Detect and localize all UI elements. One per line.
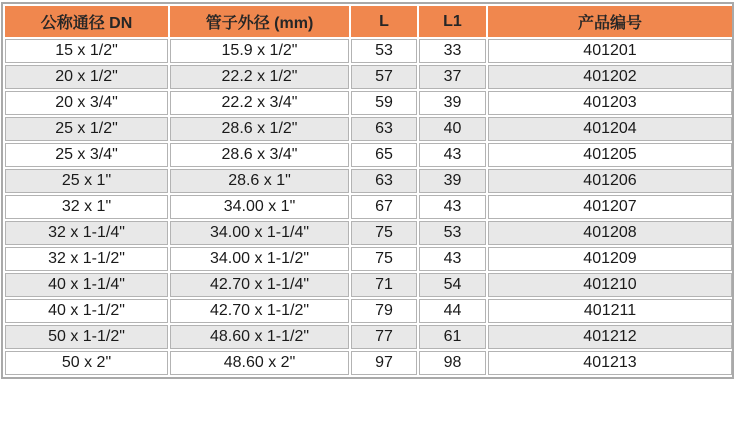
table-row bbox=[5, 65, 732, 89]
cell-outer-diameter: 42.70 x 1-1/4" bbox=[170, 273, 349, 297]
product-spec-table bbox=[3, 4, 734, 377]
cell-product-code: 401203 bbox=[488, 91, 732, 115]
cell-outer-diameter: 22.2 x 1/2" bbox=[170, 65, 349, 89]
cell-l: 63 bbox=[351, 169, 417, 193]
cell-product-code: 401209 bbox=[488, 247, 732, 271]
cell-outer-diameter: 28.6 x 3/4" bbox=[170, 143, 349, 167]
cell-product-code: 401213 bbox=[488, 351, 732, 375]
cell-l1: 61 bbox=[419, 325, 486, 349]
cell-l1: 98 bbox=[419, 351, 486, 375]
table-row bbox=[5, 117, 732, 141]
cell-dn: 40 x 1-1/2" bbox=[5, 299, 168, 323]
cell-outer-diameter: 28.6 x 1/2" bbox=[170, 117, 349, 141]
cell-product-code: 401206 bbox=[488, 169, 732, 193]
table-row bbox=[5, 91, 732, 115]
cell-l: 71 bbox=[351, 273, 417, 297]
cell-product-code: 401204 bbox=[488, 117, 732, 141]
cell-l1: 54 bbox=[419, 273, 486, 297]
table-row bbox=[5, 351, 732, 375]
cell-l: 57 bbox=[351, 65, 417, 89]
col-header-dn: 公称通径 DN bbox=[5, 6, 168, 37]
col-header-outer-diameter: 管子外径 (mm) bbox=[170, 6, 349, 37]
cell-l1: 43 bbox=[419, 247, 486, 271]
cell-dn: 40 x 1-1/4" bbox=[5, 273, 168, 297]
col-header-product-code: 产品编号 bbox=[488, 6, 732, 37]
cell-product-code: 401212 bbox=[488, 325, 732, 349]
cell-dn: 15 x 1/2" bbox=[5, 39, 168, 63]
cell-dn: 20 x 3/4" bbox=[5, 91, 168, 115]
cell-l: 79 bbox=[351, 299, 417, 323]
cell-outer-diameter: 15.9 x 1/2" bbox=[170, 39, 349, 63]
cell-outer-diameter: 48.60 x 1-1/2" bbox=[170, 325, 349, 349]
cell-outer-diameter: 22.2 x 3/4" bbox=[170, 91, 349, 115]
cell-l1: 39 bbox=[419, 169, 486, 193]
cell-dn: 32 x 1-1/2" bbox=[5, 247, 168, 271]
cell-product-code: 401207 bbox=[488, 195, 732, 219]
cell-dn: 50 x 2" bbox=[5, 351, 168, 375]
cell-l1: 33 bbox=[419, 39, 486, 63]
cell-outer-diameter: 34.00 x 1-1/2" bbox=[170, 247, 349, 271]
cell-outer-diameter: 42.70 x 1-1/2" bbox=[170, 299, 349, 323]
cell-dn: 20 x 1/2" bbox=[5, 65, 168, 89]
cell-product-code: 401202 bbox=[488, 65, 732, 89]
table-row bbox=[5, 325, 732, 349]
table-row bbox=[5, 39, 732, 63]
cell-l: 59 bbox=[351, 91, 417, 115]
product-spec-table-container bbox=[1, 2, 734, 379]
cell-l1: 44 bbox=[419, 299, 486, 323]
header-row bbox=[5, 6, 732, 37]
table-row bbox=[5, 299, 732, 323]
cell-outer-diameter: 34.00 x 1" bbox=[170, 195, 349, 219]
table-row bbox=[5, 169, 732, 193]
cell-l1: 39 bbox=[419, 91, 486, 115]
cell-l: 65 bbox=[351, 143, 417, 167]
cell-dn: 50 x 1-1/2" bbox=[5, 325, 168, 349]
table-row bbox=[5, 143, 732, 167]
cell-product-code: 401211 bbox=[488, 299, 732, 323]
table-row bbox=[5, 221, 732, 245]
table-row bbox=[5, 195, 732, 219]
cell-l: 97 bbox=[351, 351, 417, 375]
cell-outer-diameter: 48.60 x 2" bbox=[170, 351, 349, 375]
col-header-l1: L1 bbox=[419, 6, 486, 37]
cell-dn: 32 x 1" bbox=[5, 195, 168, 219]
cell-dn: 32 x 1-1/4" bbox=[5, 221, 168, 245]
cell-l1: 43 bbox=[419, 195, 486, 219]
table-row bbox=[5, 273, 732, 297]
cell-outer-diameter: 28.6 x 1" bbox=[170, 169, 349, 193]
cell-product-code: 401205 bbox=[488, 143, 732, 167]
cell-l: 53 bbox=[351, 39, 417, 63]
cell-l: 67 bbox=[351, 195, 417, 219]
cell-l1: 37 bbox=[419, 65, 486, 89]
cell-l: 75 bbox=[351, 247, 417, 271]
cell-product-code: 401210 bbox=[488, 273, 732, 297]
cell-l: 75 bbox=[351, 221, 417, 245]
cell-dn: 25 x 1/2" bbox=[5, 117, 168, 141]
cell-product-code: 401201 bbox=[488, 39, 732, 63]
cell-dn: 25 x 1" bbox=[5, 169, 168, 193]
table-row bbox=[5, 247, 732, 271]
cell-l: 63 bbox=[351, 117, 417, 141]
cell-l1: 43 bbox=[419, 143, 486, 167]
cell-l1: 53 bbox=[419, 221, 486, 245]
cell-l1: 40 bbox=[419, 117, 486, 141]
cell-product-code: 401208 bbox=[488, 221, 732, 245]
cell-outer-diameter: 34.00 x 1-1/4" bbox=[170, 221, 349, 245]
cell-l: 77 bbox=[351, 325, 417, 349]
cell-dn: 25 x 3/4" bbox=[5, 143, 168, 167]
col-header-l: L bbox=[351, 6, 417, 37]
